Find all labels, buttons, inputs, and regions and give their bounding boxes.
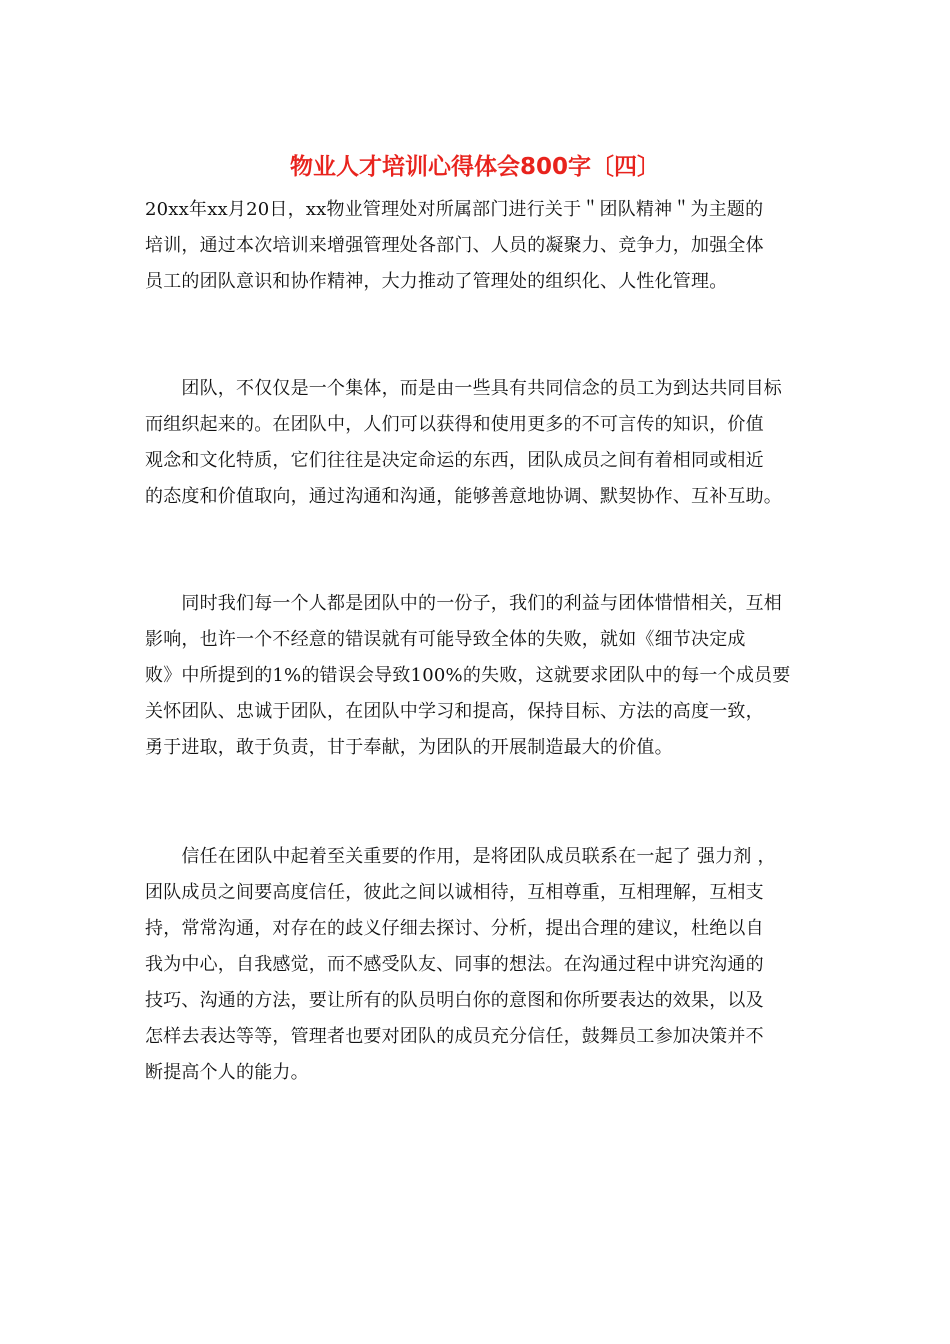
paragraph-trust xyxy=(145,839,810,1091)
paragraph-line: 同时我们每一个人都是团队中的一份子，我们的利益与团体惜惜相关，互相 xyxy=(145,593,782,614)
paragraph-line: 败》中所提到的1%的错误会导致100%的失败，这就要求团队中的每一个成员要 xyxy=(145,665,791,686)
paragraph-line: 信任在团队中起着至关重要的作用，是将团队成员联系在一起了 强力剂 ， xyxy=(145,846,776,867)
paragraph-line: 员工的团队意识和协作精神，大力推动了管理处的组织化、人性化管理。 xyxy=(145,271,728,292)
paragraph-line: 20xx年xx月20日，xx物业管理处对所属部门进行关于＂团队精神＂为主题的 xyxy=(145,199,764,220)
paragraph-line: 怎样去表达等等，管理者也要对团队的成员充分信任，鼓舞员工参加决策并不 xyxy=(145,1026,764,1047)
paragraph-line: 技巧、沟通的方法，要让所有的队员明白你的意图和你所要表达的效果，以及 xyxy=(145,990,764,1011)
paragraph-line: 的态度和价值取向，通过沟通和沟通，能够善意地协调、默契协作、互补互助。 xyxy=(145,486,782,507)
paragraph-line: 断提高个人的能力。 xyxy=(145,1062,309,1083)
paragraph-team-member xyxy=(145,586,810,766)
paragraph-team-definition xyxy=(145,371,810,515)
document-title: 物业人才培训心得体会800字〔四〕 xyxy=(289,154,660,180)
paragraph-line: 团队成员之间要高度信任，彼此之间以诚相待，互相尊重，互相理解，互相支 xyxy=(145,882,764,903)
paragraph-intro xyxy=(145,192,810,300)
paragraph-line: 持，常常沟通，对存在的歧义仔细去探讨、分析，提出合理的建议，杜绝以自 xyxy=(145,918,764,939)
paragraph-line: 团队，不仅仅是一个集体，而是由一些具有共同信念的员工为到达共同目标 xyxy=(145,378,782,399)
paragraph-line: 观念和文化特质，它们往往是决定命运的东西，团队成员之间有着相同或相近 xyxy=(145,450,764,471)
paragraph-line: 关怀团队、忠诚于团队，在团队中学习和提高，保持目标、方法的高度一致， xyxy=(145,701,764,722)
paragraph-line: 勇于进取，敢于负责，甘于奉献，为团队的开展制造最大的价值。 xyxy=(145,737,673,758)
paragraph-line: 培训，通过本次培训来增强管理处各部门、人员的凝聚力、竞争力，加强全体 xyxy=(145,235,764,256)
paragraph-line: 影响，也许一个不经意的错误就有可能导致全体的失败，就如《细节决定成 xyxy=(145,629,746,650)
paragraph-line: 我为中心，自我感觉，而不感受队友、同事的想法。在沟通过程中讲究沟通的 xyxy=(145,954,764,975)
paragraph-line: 而组织起来的。在团队中，人们可以获得和使用更多的不可言传的知识，价值 xyxy=(145,414,764,435)
